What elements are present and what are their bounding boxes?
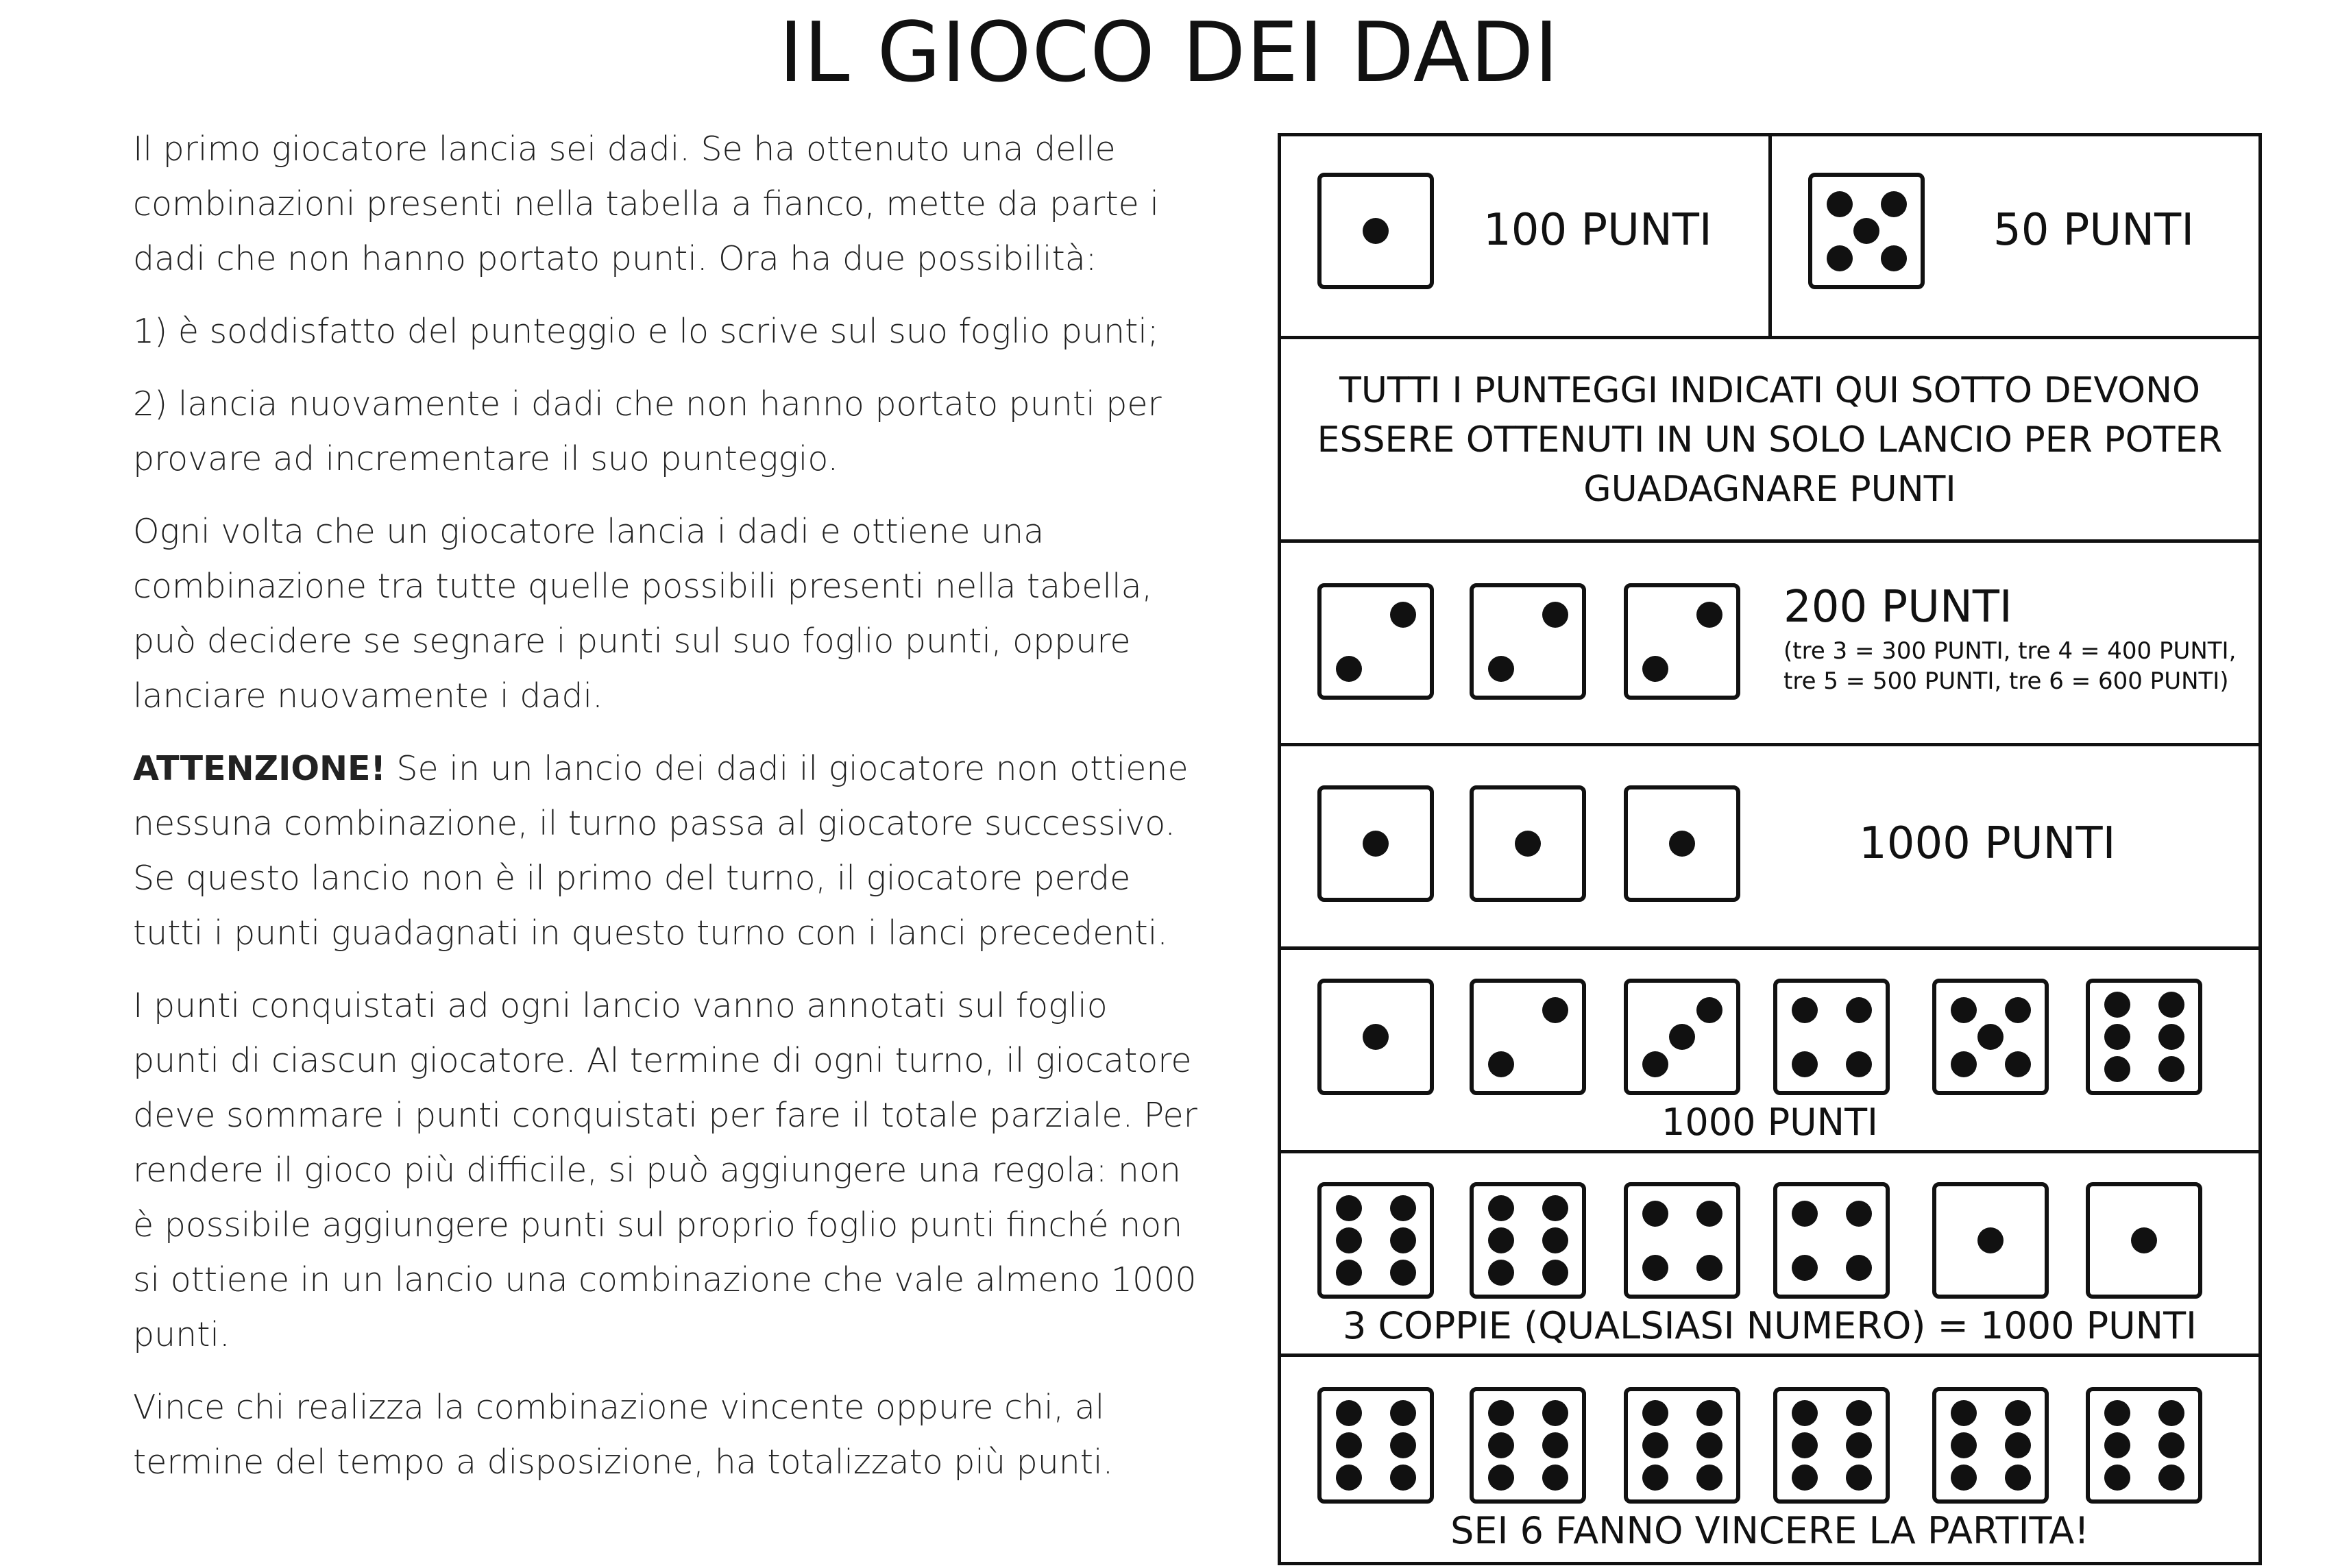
die-pip xyxy=(1390,1432,1416,1458)
die-pip xyxy=(2158,1465,2184,1491)
die-pip xyxy=(1488,1465,1514,1491)
column-divider xyxy=(1768,133,1772,337)
die-pip xyxy=(1792,1051,1818,1077)
row-divider xyxy=(1278,539,2262,543)
die-pip xyxy=(1792,1255,1818,1281)
die-pip xyxy=(1336,1227,1362,1253)
score-100-label: 100 PUNTI xyxy=(1483,205,1712,256)
die-pip xyxy=(1336,1195,1362,1221)
warning-label: ATTENZIONE! xyxy=(133,749,386,788)
die-pip xyxy=(1642,1051,1668,1077)
die-pip xyxy=(1488,1432,1514,1458)
die-pip xyxy=(1951,1465,1977,1491)
die-pip xyxy=(1696,1255,1722,1281)
die-pip xyxy=(1336,1260,1362,1286)
die-pip xyxy=(1642,656,1668,682)
die-pip xyxy=(1846,1400,1872,1426)
die-face-2 xyxy=(1317,583,1434,700)
die-pip xyxy=(1642,1465,1668,1491)
die-pip xyxy=(2104,1432,2130,1458)
die-pip xyxy=(1977,1024,2004,1050)
die-pip xyxy=(1827,245,1853,271)
die-pip xyxy=(1792,1465,1818,1491)
rules-paragraph-intro: Il primo giocatore lancia sei dadi. Se ha ottenuto una delle combinazioni presenti nella tabella a fianco, mette da parte i dadi che non hanno portato punti. Ora ha due possibilità: xyxy=(133,130,1159,278)
rules-paragraph-winner: Vince chi realizza la combinazione vincente oppure chi, al termine del tempo a disposizione, ha totalizzato più punti. xyxy=(133,1388,1114,1482)
die-pip xyxy=(1390,1400,1416,1426)
die-pip xyxy=(1696,1400,1722,1426)
die-pip xyxy=(1951,1051,1977,1077)
die-pip xyxy=(1488,1227,1514,1253)
die-pip xyxy=(2005,1432,2031,1458)
page-title: IL GIOCO DEI DADI xyxy=(779,5,1559,101)
die-face-5 xyxy=(1808,173,1925,289)
die-pip xyxy=(1881,191,1907,217)
die-pip xyxy=(1488,656,1514,682)
die-pip xyxy=(1696,1465,1722,1491)
die-face-6 xyxy=(2086,1387,2202,1504)
die-pip xyxy=(2131,1227,2157,1253)
die-pip xyxy=(1390,602,1416,628)
die-pip xyxy=(1696,997,1722,1023)
row-divider xyxy=(1278,743,2262,746)
die-pip xyxy=(1336,656,1362,682)
rules-text xyxy=(133,122,1202,1508)
die-pip xyxy=(1846,1051,1872,1077)
die-pip xyxy=(2104,1056,2130,1082)
die-pip xyxy=(1542,997,1568,1023)
score-table xyxy=(1278,133,2262,1565)
die-pip xyxy=(1363,831,1389,857)
rules-paragraph-scoring: I punti conquistati ad ogni lancio vanno annotati sul foglio punti di ciascun giocatore. Al termine di ogni turno, il giocatore deve sommare i punti conquistati per fare il totale parziale. Per rendere il gioco più difficile, si può aggiungere una regola: non è possibile aggiungere punti sul proprio foglio punti finché non si ottiene in un lancio una combinazione che vale almeno 1000 punti. xyxy=(133,986,1197,1354)
die-pip xyxy=(1542,1195,1568,1221)
die-face-6 xyxy=(1624,1387,1740,1504)
die-pip xyxy=(2104,1465,2130,1491)
die-pip xyxy=(1696,1201,1722,1227)
rules-paragraph-warning xyxy=(133,742,1202,961)
die-face-4 xyxy=(1773,979,1890,1095)
die-pip xyxy=(1642,1400,1668,1426)
three-of-a-kind-label: 200 PUNTI xyxy=(1783,582,2012,633)
die-pip xyxy=(2158,1024,2184,1050)
die-pip xyxy=(2005,1465,2031,1491)
die-pip xyxy=(2104,1400,2130,1426)
die-face-6 xyxy=(1470,1387,1586,1504)
die-pip xyxy=(1669,831,1695,857)
die-pip xyxy=(1336,1400,1362,1426)
die-pip xyxy=(1488,1195,1514,1221)
die-pip xyxy=(1792,1400,1818,1426)
die-pip xyxy=(1827,191,1853,217)
die-pip xyxy=(1792,1201,1818,1227)
die-pip xyxy=(1642,1432,1668,1458)
die-pip xyxy=(1951,997,1977,1023)
die-pip xyxy=(1951,1400,1977,1426)
die-pip xyxy=(2158,992,2184,1018)
die-face-6 xyxy=(1317,1182,1434,1299)
die-pip xyxy=(1542,1400,1568,1426)
warning-text: Se in un lancio dei dadi il giocatore non ottiene nessuna combinazione, il turno passa al giocatore successivo. Se questo lancio non è il primo del turno, il giocatore perde tutti i punti guadagnati in questo turno con i lanci precedenti. xyxy=(133,749,1189,953)
three-pairs-label: 3 COPPIE (QUALSIASI NUMERO) = 1000 PUNTI xyxy=(1343,1304,2197,1347)
die-face-1 xyxy=(1470,785,1586,902)
die-pip xyxy=(1390,1260,1416,1286)
die-pip xyxy=(2104,992,2130,1018)
die-pip xyxy=(1542,1260,1568,1286)
die-face-1 xyxy=(1317,979,1434,1095)
rules-option-2: 2) lancia nuovamente i dadi che non hanno portato punti per provare ad incrementare il suo punteggio. xyxy=(133,384,1162,478)
die-pip xyxy=(1977,1227,2004,1253)
die-face-1 xyxy=(1317,173,1434,289)
die-pip xyxy=(1642,1255,1668,1281)
die-face-2 xyxy=(1624,583,1740,700)
die-pip xyxy=(1846,1255,1872,1281)
rules-option-1: 1) è soddisfatto del punteggio e lo scrive sul suo foglio punti; xyxy=(133,312,1159,351)
die-pip xyxy=(1792,997,1818,1023)
die-pip xyxy=(1542,1465,1568,1491)
die-face-6 xyxy=(1932,1387,2049,1504)
three-of-a-kind-note-1: (tre 3 = 300 PUNTI, tre 4 = 400 PUNTI, xyxy=(1783,637,2237,665)
single-roll-notice: TUTTI I PUNTEGGI INDICATI QUI SOTTO DEVONO ESSERE OTTENUTI IN UN SOLO LANCIO PER POTER GUADAGNARE PUNTI xyxy=(1317,370,2223,510)
row-divider xyxy=(1278,1150,2262,1153)
die-pip xyxy=(2158,1400,2184,1426)
die-face-6 xyxy=(2086,979,2202,1095)
die-pip xyxy=(1951,1432,1977,1458)
die-face-2 xyxy=(1470,583,1586,700)
die-pip xyxy=(1488,1400,1514,1426)
die-face-4 xyxy=(1624,1182,1740,1299)
die-pip xyxy=(1363,1024,1389,1050)
die-face-1 xyxy=(1932,1182,2049,1299)
rules-paragraph-choice: Ogni volta che un giocatore lancia i dadi e ottiene una combinazione tra tutte quelle possibili presenti nella tabella, può decidere se segnare i punti sul suo foglio punti, oppure lanciare nuovamente i dadi. xyxy=(133,512,1153,715)
die-pip xyxy=(1390,1465,1416,1491)
die-pip xyxy=(2104,1024,2130,1050)
die-pip xyxy=(1363,218,1389,244)
three-of-a-kind-note-2: tre 5 = 500 PUNTI, tre 6 = 600 PUNTI) xyxy=(1783,667,2229,695)
die-pip xyxy=(1488,1260,1514,1286)
die-face-1 xyxy=(1624,785,1740,902)
six-sixes-label: SEI 6 FANNO VINCERE LA PARTITA! xyxy=(1450,1509,2089,1552)
die-face-6 xyxy=(1773,1387,1890,1504)
die-pip xyxy=(1642,1201,1668,1227)
die-face-6 xyxy=(1470,1182,1586,1299)
die-pip xyxy=(1881,245,1907,271)
die-pip xyxy=(1336,1465,1362,1491)
die-pip xyxy=(1846,997,1872,1023)
score-50-label: 50 PUNTI xyxy=(1993,205,2195,256)
die-face-4 xyxy=(1773,1182,1890,1299)
die-pip xyxy=(1696,602,1722,628)
die-pip xyxy=(2005,1400,2031,1426)
die-face-3 xyxy=(1624,979,1740,1095)
die-pip xyxy=(1542,1227,1568,1253)
die-pip xyxy=(1515,831,1541,857)
die-pip xyxy=(1846,1201,1872,1227)
die-face-6 xyxy=(1317,1387,1434,1504)
die-pip xyxy=(1542,1432,1568,1458)
three-ones-label: 1000 PUNTI xyxy=(1859,818,2116,869)
die-face-1 xyxy=(2086,1182,2202,1299)
die-pip xyxy=(1846,1465,1872,1491)
die-pip xyxy=(1542,602,1568,628)
die-face-2 xyxy=(1470,979,1586,1095)
die-pip xyxy=(1853,218,1879,244)
straight-label: 1000 PUNTI xyxy=(1661,1101,1878,1144)
die-pip xyxy=(1846,1432,1872,1458)
row-divider xyxy=(1278,946,2262,950)
die-pip xyxy=(1669,1024,1695,1050)
die-pip xyxy=(2158,1432,2184,1458)
die-pip xyxy=(2005,1051,2031,1077)
die-pip xyxy=(1696,1432,1722,1458)
die-pip xyxy=(1792,1432,1818,1458)
die-face-1 xyxy=(1317,785,1434,902)
row-divider xyxy=(1278,1353,2262,1357)
die-pip xyxy=(1336,1432,1362,1458)
die-pip xyxy=(1488,1051,1514,1077)
die-pip xyxy=(1390,1227,1416,1253)
die-pip xyxy=(2005,997,2031,1023)
die-face-5 xyxy=(1932,979,2049,1095)
die-pip xyxy=(2158,1056,2184,1082)
die-pip xyxy=(1390,1195,1416,1221)
